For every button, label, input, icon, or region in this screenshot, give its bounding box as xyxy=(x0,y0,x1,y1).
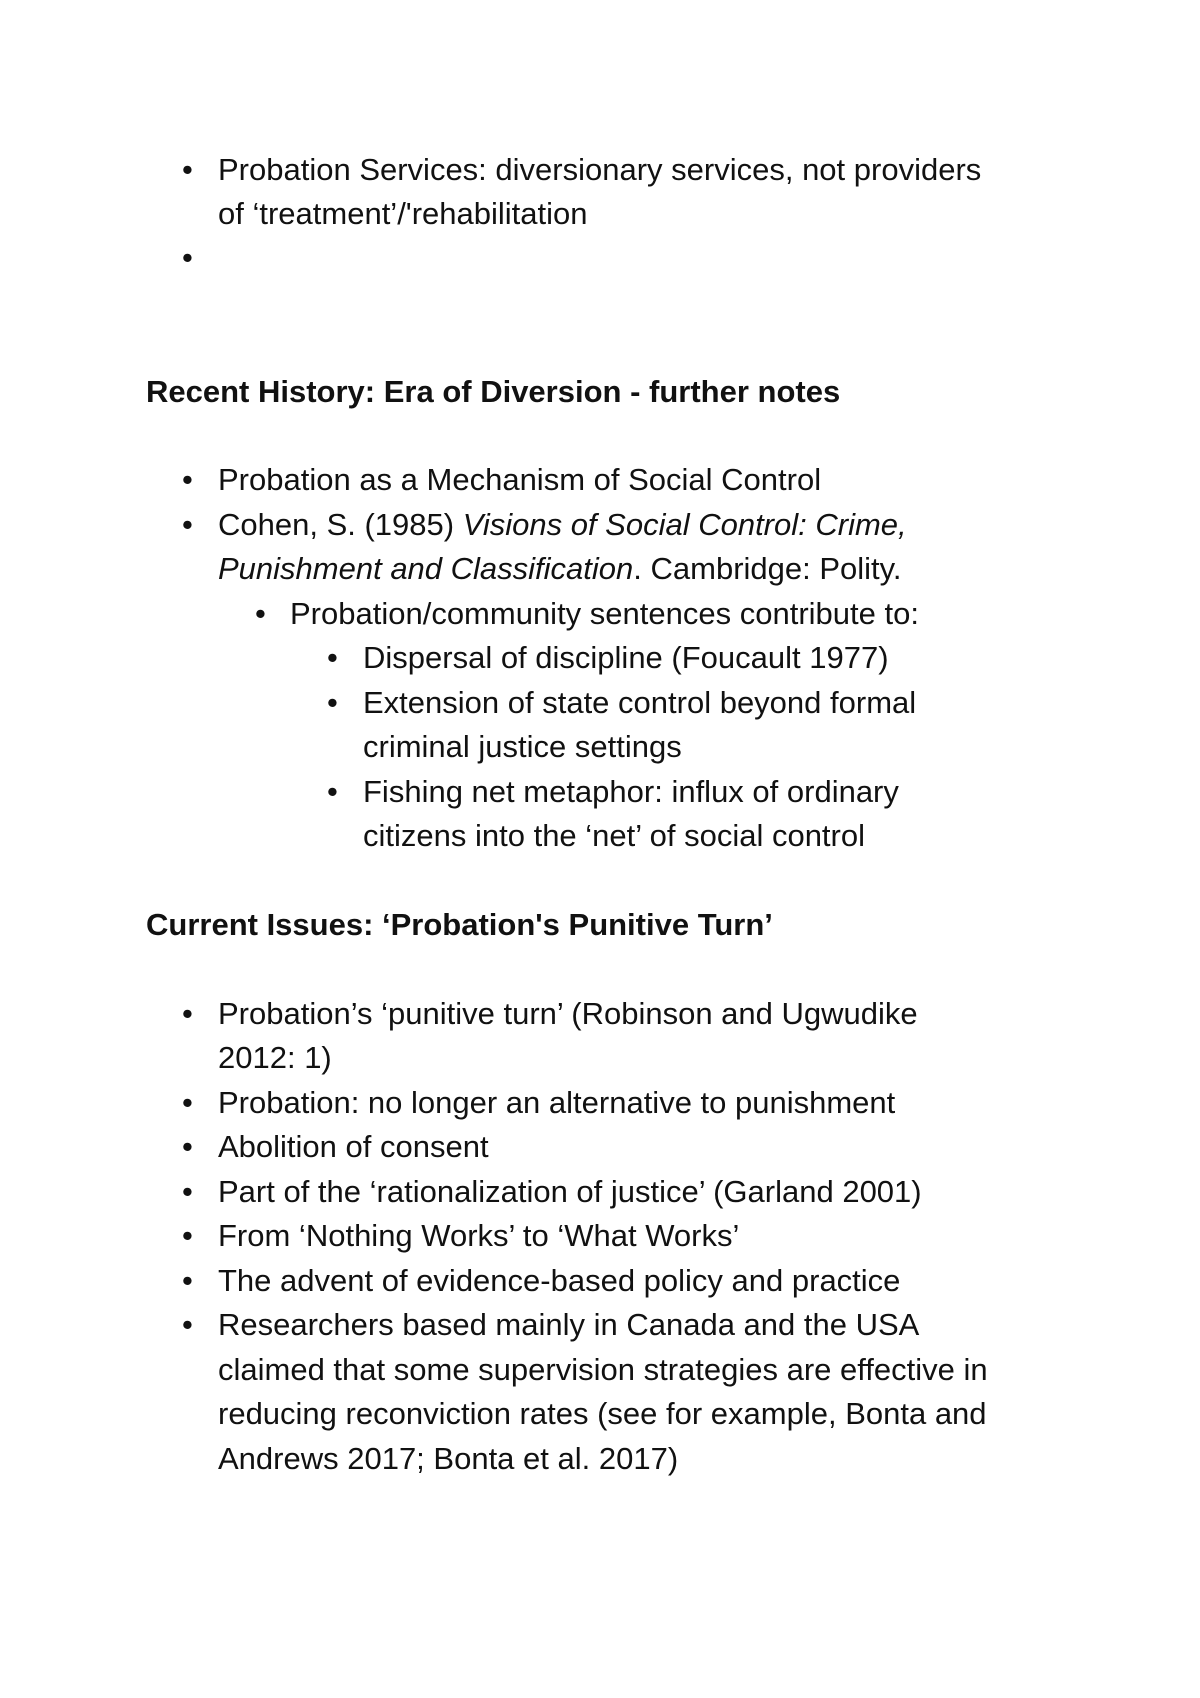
citation-line-2 xyxy=(218,547,901,591)
list-item-text: Part of the ‘rationalization of justice’ (Garland 2001) xyxy=(218,1174,922,1209)
list-item-text: Andrews 2017; Bonta et al. 2017) xyxy=(218,1441,679,1476)
list-item-text: of ‘treatment’/'rehabilitation xyxy=(218,196,588,231)
sub-sub-list-item-text: Dispersal of discipline (Foucault 1977) xyxy=(363,640,889,675)
sub-sub-list-item-text: citizens into the ‘net’ of social control xyxy=(363,818,865,853)
section-heading-current-issues: Current Issues: ‘Probation's Punitive Turn’ xyxy=(146,907,773,942)
bullet: • xyxy=(327,685,338,720)
citation-title-part2: Punishment and Classification xyxy=(218,551,634,586)
citation-title-part1: Visions of Social Control: Crime, xyxy=(462,507,907,542)
list-item-text: reducing reconviction rates (see for example, Bonta and xyxy=(218,1396,987,1431)
sub-list-item-text: Probation/community sentences contribute to: xyxy=(290,596,919,631)
list-item-text: claimed that some supervision strategies are effective in xyxy=(218,1352,988,1387)
list-item-text: From ‘Nothing Works’ to ‘What Works’ xyxy=(218,1218,740,1253)
bullet: • xyxy=(255,596,266,631)
bullet: • xyxy=(182,1085,193,1120)
bullet: • xyxy=(182,1218,193,1253)
list-item-text: The advent of evidence-based policy and practice xyxy=(218,1263,901,1298)
list-item-text: 2012: 1) xyxy=(218,1040,332,1075)
list-item-text: Researchers based mainly in Canada and the USA xyxy=(218,1307,920,1342)
list-item-text: Abolition of consent xyxy=(218,1129,489,1164)
list-item-text: Probation Services: diversionary services, not providers xyxy=(218,152,982,187)
list-item-text: Probation: no longer an alternative to punishment xyxy=(218,1085,896,1120)
bullet: • xyxy=(327,640,338,675)
bullet: • xyxy=(182,996,193,1031)
list-item-text: Probation’s ‘punitive turn’ (Robinson and Ugwudike xyxy=(218,996,918,1031)
empty-bullet: • xyxy=(182,240,193,275)
bullet: • xyxy=(182,1263,193,1298)
section-heading-recent-history: Recent History: Era of Diversion - further notes xyxy=(146,374,841,409)
sub-sub-list-item-text: criminal justice settings xyxy=(363,729,682,764)
sub-sub-list-item-text: Extension of state control beyond formal xyxy=(363,685,917,720)
list-item-text: Probation as a Mechanism of Social Control xyxy=(218,462,822,497)
citation-publisher: . Cambridge: Polity. xyxy=(633,551,902,586)
bullet: • xyxy=(182,462,193,497)
bullet: • xyxy=(182,507,193,542)
bullet: • xyxy=(182,1129,193,1164)
bullet: • xyxy=(182,1307,193,1342)
bullet: • xyxy=(182,152,193,187)
citation-line-1 xyxy=(218,503,907,547)
bullet: • xyxy=(182,1174,193,1209)
bullet: • xyxy=(327,774,338,809)
sub-sub-list-item-text: Fishing net metaphor: influx of ordinary xyxy=(363,774,899,809)
citation-author: Cohen, S. (1985) xyxy=(218,507,463,542)
